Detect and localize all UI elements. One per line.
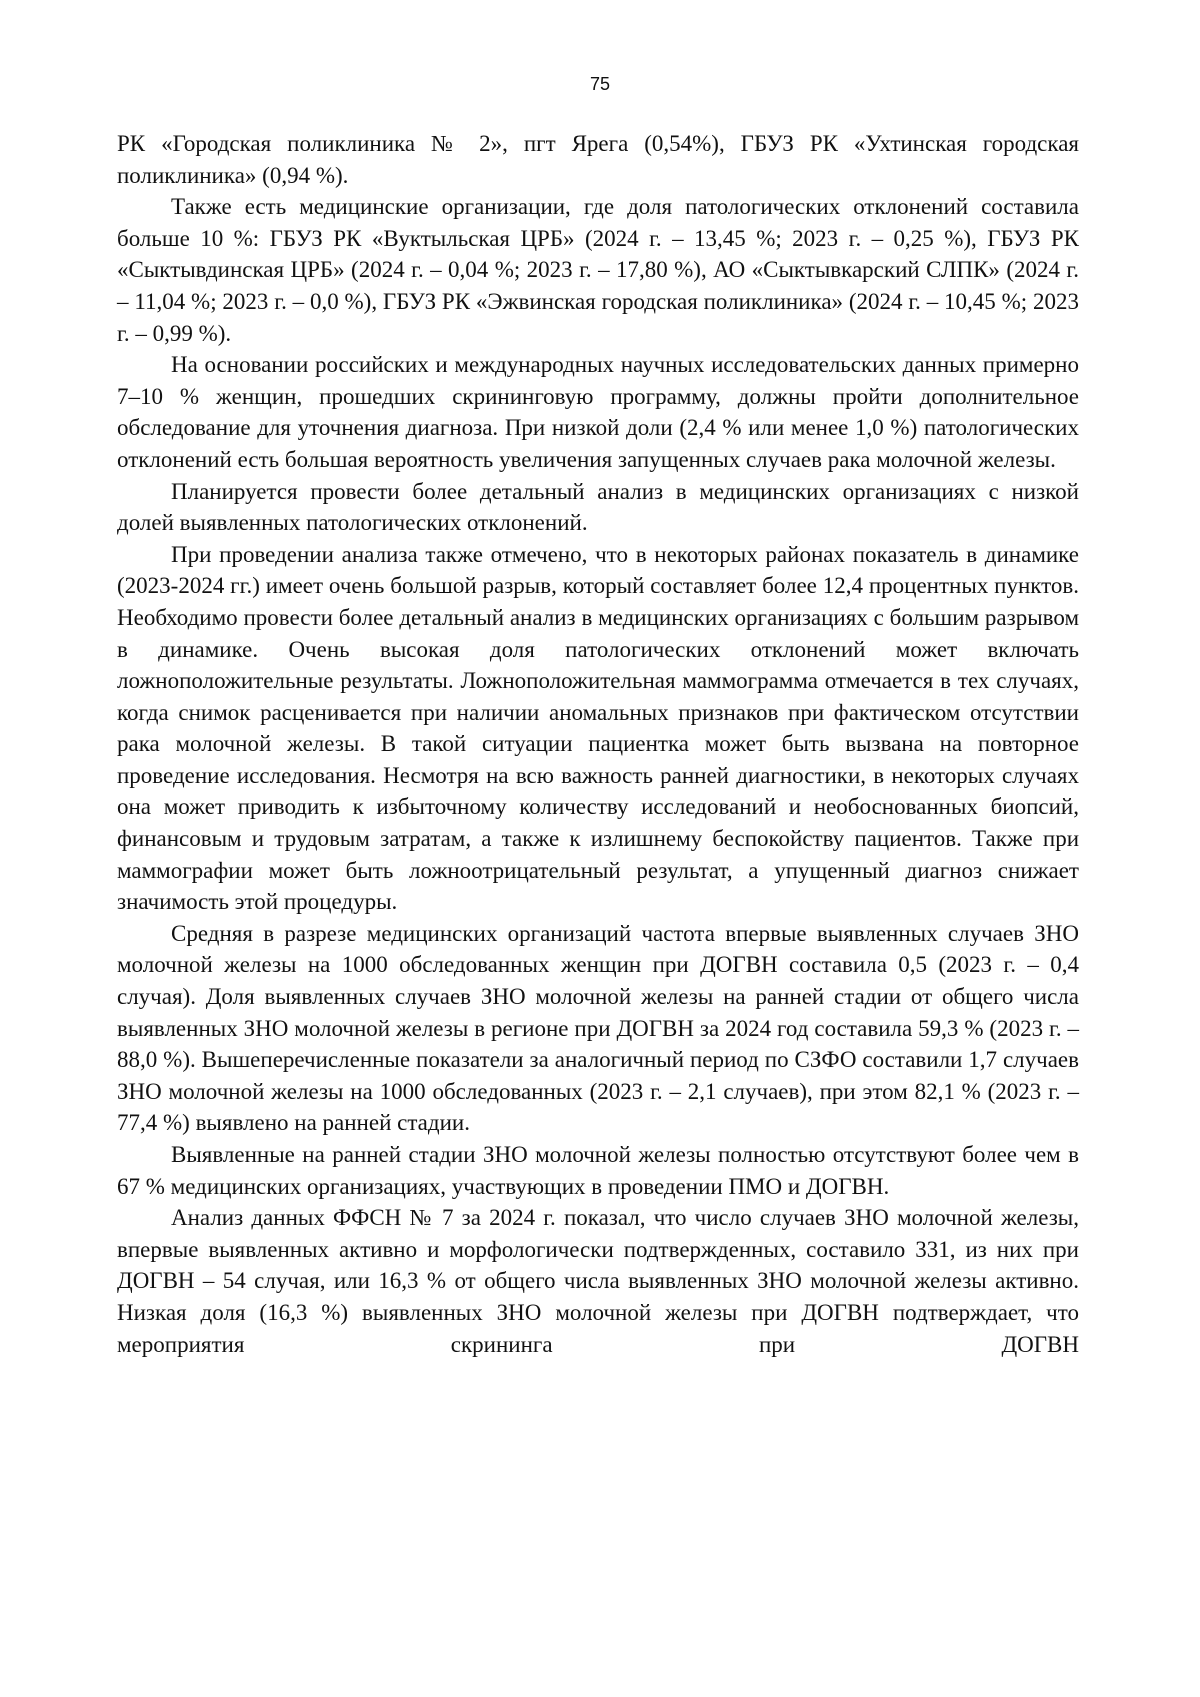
paragraph-average-frequency: Средняя в разрезе медицинских организаций частота впервые выявленных случаев ЗНО молочной железы на 1000 обследованных женщин при ДОГВН составила 0,5 (2023 г. – 0,4 случая). Доля выявленных случаев ЗНО молочной железы на ранней стадии от общего числа выявленных ЗНО молочной железы в регионе при ДОГВН за 2024 год составила 59,3 % (2023 г. – 88,0 %). Вышеперечисленные показатели за аналогичный период по СЗФО составили 1,7 случаев ЗНО молочной железы на 1000 обследованных (2023 г. – 2,1 случаев), при этом 82,1 % (2023 г. – 77,4 %) выявлено на ранней стадии. (117, 920, 1079, 1136)
page-body (117, 128, 1079, 1360)
paragraph-planned-analysis: Планируется провести более детальный анализ в медицинских организациях с низкой долей выявленных патологических отклонений. (117, 478, 1079, 536)
paragraph-ffsn-analysis: Анализ данных ФФСН № 7 за 2024 г. показал, что число случаев ЗНО молочной железы, впервые выявленных активно и морфологически подтвержденных, составило 331, из них при ДОГВН – 54 случая, или 16,3 % от общего числа выявленных ЗНО молочной железы активно. Низкая доля (16,3 %) выявленных ЗНО молочной железы при ДОГВН подтверждает, что мероприятия скрининга при ДОГВН (117, 1205, 1079, 1357)
page-number: 75 (589, 74, 611, 94)
paragraph-high-share-organizations: Также есть медицинские организации, где доля патологических отклонений составила больше 10 %: ГБУЗ РК «Вуктыльская ЦРБ» (2024 г. – 13,45 %; 2023 г. – 0,25 %), ГБУЗ РК «Сыктывдинская ЦРБ» (2024 г. – 0,04 %; 2023 г. – 17,80 %), АО «Сыктывкарский СЛПК» (2024 г. – 11,04 %; 2023 г. – 0,0 %), ГБУЗ РК «Эжвинская городская поликлиника» (2024 г. – 10,45 %; 2023 г. – 0,99 %). (117, 194, 1079, 346)
paragraph-continuation: РК «Городская поликлиника № 2», пгт Ярега (0,54%), ГБУЗ РК «Ухтинская городская поликлиника» (0,94 %). (117, 131, 1079, 188)
paragraph-research-data: На основании российских и международных научных исследовательских данных примерно 7–10 % женщин, прошедших скрининговую программу, должны пройти дополнительное обследование для уточнения диагноза. При низкой доли (2,4 % или менее 1,0 %) патологических отклонений есть большая вероятность увеличения запущенных случаев рака молочной железы. (117, 352, 1079, 472)
paragraph-early-stage-absence: Выявленные на ранней стадии ЗНО молочной железы полностью отсутствуют более чем в 67 % медицинских организациях, участвующих в проведении ПМО и ДОГВН. (117, 1142, 1079, 1199)
paragraph-dynamics-gap: При проведении анализа также отмечено, что в некоторых районах показатель в динамике (2023-2024 гг.) имеет очень большой разрыв, который составляет более 12,4 процентных пунктов. Необходимо провести более детальный анализ в медицинских организациях с большим разрывом в динамике. Очень высокая доля патологических отклонений может включать ложноположительные результаты. Ложноположительная маммограмма отмечается в тех случаях, когда снимок расценивается при наличии аномальных признаков при фактическом отсутствии рака молочной железы. В такой ситуации пациентка может быть вызвана на повторное проведение исследования. Несмотря на всю важность ранней диагностики, в некоторых случаях она может приводить к избыточному количеству исследований и необоснованных биопсий, финансовым и трудовым затратам, а также к излишнему беспокойству пациентов. Также при маммографии может быть ложноотрицательный результат, а упущенный диагноз снижает значимость этой процедуры. (117, 541, 1079, 915)
